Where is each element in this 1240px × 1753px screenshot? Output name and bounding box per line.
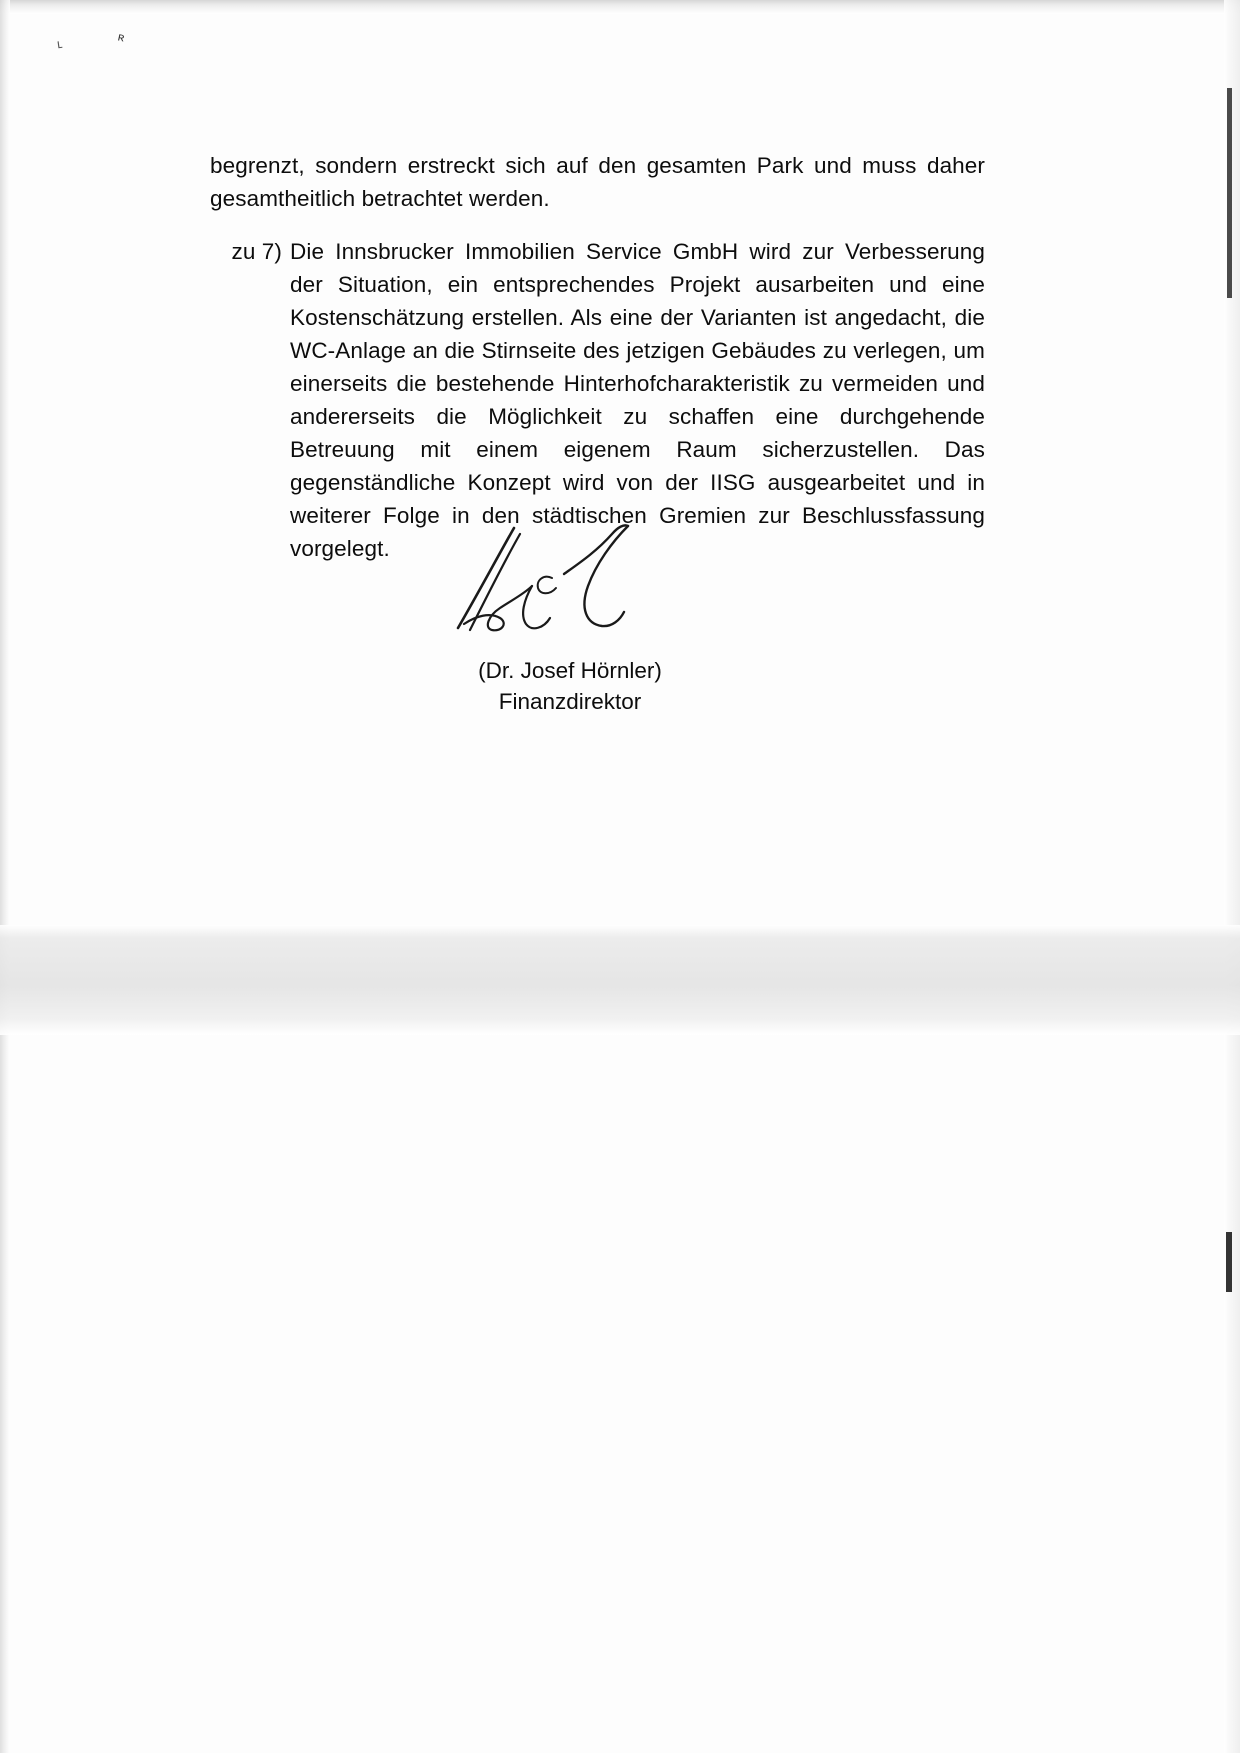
paragraph-continuation: [210, 149, 985, 215]
scan-artifact-top-band: [0, 0, 1240, 14]
handwritten-signature-icon: [440, 520, 690, 650]
paragraph-item-7-text: Die Innsbrucker Immobilien Service GmbH wird zur Verbesserung der Situation, ein entsprechendes Projekt ausarbeiten und eine Kostenschätzung erstellen. Als eine der Varianten ist angedacht, die WC-Anlage an die Stirnseite des jetzigen Gebäudes zu verlegen, um einerseits die bestehende Hinterhofcharakteristik zu vermeiden und andererseits die Möglichkeit zu schaffen eine durchgehende Betreuung mit einem eigenem Raum sicherzustellen. Das gegenständliche Konzept wird von der IISG ausgearbeitet und in weiterer Folge in den städtischen Gremien zur Beschlussfassung vorgelegt.: [290, 238, 985, 561]
scan-artifact-right-mark-upper: [1227, 88, 1232, 298]
scan-speck-right: ʀ: [116, 29, 126, 45]
signature-name: (Dr. Josef Hörnler): [478, 658, 662, 683]
paragraph-continuation-text: begrenzt, sondern erstreckt sich auf den gesamten Park und muss daher gesamtheitlich betrachtet werden.: [210, 152, 985, 211]
paragraph-item-7: [210, 235, 985, 565]
paragraph-item-7-marker: zu 7): [231, 238, 282, 264]
scan-speck-left: ʟ: [55, 35, 64, 52]
scan-artifact-left-edge: [0, 0, 10, 1753]
scan-artifact-right-mark-lower: [1226, 1232, 1232, 1292]
signature-title: Finanzdirektor: [498, 689, 642, 714]
scan-artifact-mid-band: [0, 925, 1240, 1035]
